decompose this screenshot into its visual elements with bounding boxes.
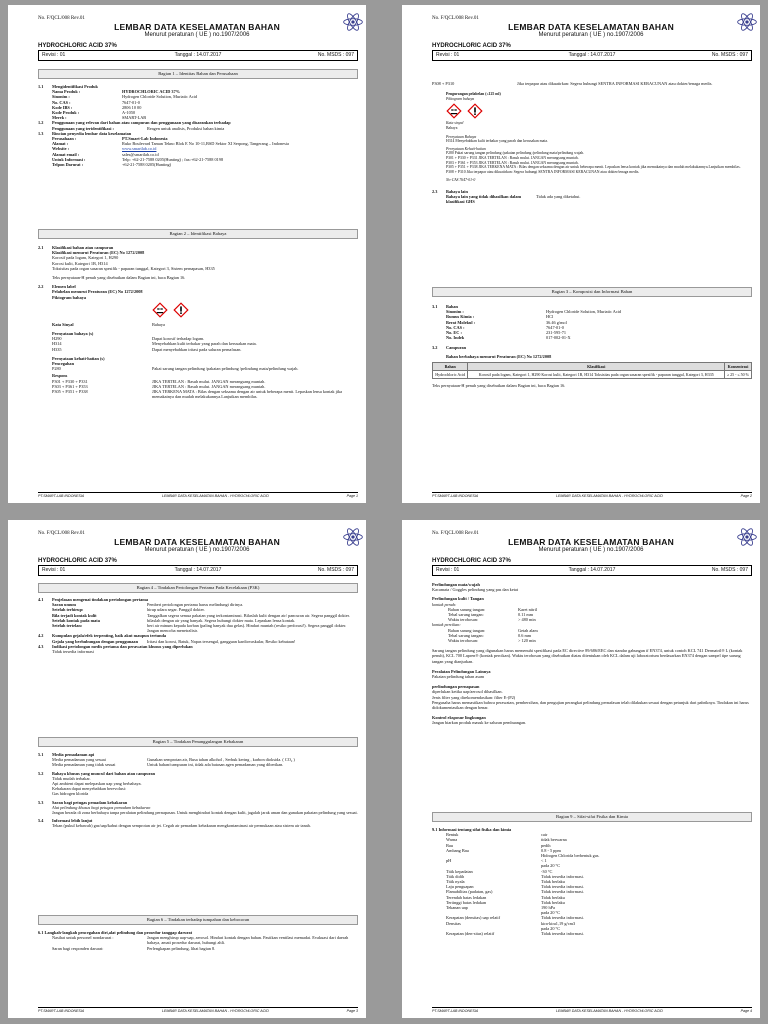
label: Bahaya lain yang tidak dihasilkan dalam klasifikasi GHS	[446, 194, 522, 205]
label: Saran bagi responden darurat:	[52, 945, 104, 951]
table-header: Bahan	[433, 362, 468, 370]
text: Pelabelan menurut Peraturan (EC) No 1272/2008	[52, 289, 143, 295]
sec-title: Elemen label	[52, 284, 76, 290]
value: Pemberi pertolongan pertama harus melindungi dirinya.	[147, 602, 244, 608]
value: Dapat menyebabkan iritasi pada saluran pernafasan.	[152, 346, 242, 352]
section-6-header: Bagian 6 – Tindakan terhadap tumpahan dan kebocoran	[38, 915, 358, 925]
doc-title: LEMBAR DATA KESELAMATAN BAHAN	[508, 22, 674, 32]
text: P303 + P361 + P353 JIKA TERTELAN : Basuh mulut. JANGAN merangsang muntah.	[446, 160, 579, 165]
sec-num: 5.4	[38, 818, 44, 824]
property-name: Laju penguapan	[446, 884, 474, 890]
sec-num: 5.2	[38, 770, 44, 776]
label: Kode Produk :	[52, 110, 80, 116]
section-3-header: Bagian 3 – Komposisi dan Informasi Bahan	[432, 287, 752, 297]
exclamation-pictogram-icon	[467, 103, 483, 119]
value: Jangan menghirup uap-uap, aerosol. Hindari kontak dengan bahan. Pastikan ventilasi memadai. Evakuasi dari daerah bahaya, amati prosedur darurat, hubungi ahli.	[147, 935, 349, 946]
code: P303 + P361 + P353	[52, 383, 88, 389]
label: Bila terjadi kontak kulit	[52, 612, 97, 618]
value: bilaslah dengan air yang banyak. Segera hubungi dokter mata. Lepaskan lensa kontak.	[147, 617, 296, 623]
value: 0.6 mm	[518, 632, 532, 638]
sec-num: 2.3	[432, 188, 438, 194]
property-name: Bau	[446, 842, 453, 848]
text: P308 + P310 Jika terpapar atau dikuatirkan: Segera hubungi SENTRA INFORMASI KERACUNAN atau dokter/tenaga medis.	[446, 169, 640, 174]
sec-num: 5.1	[38, 752, 44, 757]
label: Bahan sarung tangan:	[448, 627, 486, 633]
label: Merek :	[52, 115, 67, 121]
label: Penggunaan yang teridentifikasi :	[52, 125, 114, 131]
text: Respons	[52, 373, 68, 379]
date: Tanggal : 14.07.2017	[174, 567, 222, 573]
property-name: Warna	[446, 837, 458, 843]
value: HYDROCHLORIC ACID 37%	[122, 89, 181, 95]
doc-subtitle: Menurut peraturan ( UE ) no.1907/2006	[144, 32, 250, 38]
section-2-header: Bagian 2 – Identifikasi Bahaya	[38, 229, 358, 239]
heading: Peralatan Pelindungan Lainnya	[432, 668, 491, 674]
page-footer	[38, 1007, 358, 1013]
property-name: Terendah batas ledakan	[446, 894, 487, 900]
page-footer	[432, 1007, 752, 1013]
footer-title: LEMBAR DATA KESELAMATAN BAHAN - HYDROCHLORIC ACID	[555, 1009, 663, 1013]
footer-company: PT.SMART-LAB INDONESIA	[432, 1009, 479, 1013]
section-9-header: Bagian 9 – Sifat-sifat Fisika dan Kimia	[432, 812, 752, 822]
value: 36.46 g/mol	[546, 319, 567, 325]
doc-number: No. F/QCL/008 Rev.01	[432, 16, 479, 21]
label: No. EC :	[446, 330, 462, 336]
exclamation-pictogram-icon	[173, 302, 189, 318]
text: Bahaya	[446, 125, 458, 130]
property-name: Titik kepadatan	[446, 868, 473, 874]
page-number: Page 4	[740, 1009, 752, 1013]
text: Piktogram bahaya	[446, 96, 475, 101]
sec-title: Mengidentifikasi Produk	[52, 84, 98, 89]
label: Rumus Kimia :	[446, 314, 475, 320]
label: Saran umum	[52, 602, 76, 608]
page-footer	[432, 492, 752, 498]
msds-number: No. MSDS : 097	[317, 52, 354, 58]
sec-num: 4.3	[38, 643, 44, 649]
code: P301 + P330 + P331	[52, 378, 88, 384]
text: kontak percikan:	[432, 622, 461, 628]
text: Sarung tangan pelindung yang digunakan harus memenuhi spesifikasi pada EC directive 89/686/EEC dan standar gabungan if EN374, untuk contoh KCL 741 Dermatril® L (kontak penuh), KCL 700 Lapren® (kontak percikan). Waktu terobosan yang disebutkan diatas ditentukan oleh KCL dalam uji laboratorium berdasarkan EN374 dengan sampel tipe sarung tangan yang dianjurkan.	[432, 648, 743, 664]
msds-number: No. MSDS : 097	[711, 52, 748, 58]
text: Pernyataan Bahaya	[446, 134, 477, 139]
page-2	[402, 5, 760, 503]
sec-num: 2.2	[38, 284, 44, 290]
text: Teks pernyataan-H penuh yang disebutkan dalam Bagian ini, baca Bagian 16.	[432, 383, 566, 389]
value: Menyebabkan kulit terbakar yang parah dan kerusakan mata.	[152, 341, 257, 347]
text: Pencegahan	[52, 361, 74, 367]
label: Telpon Darurat :	[52, 162, 84, 168]
text: Api ambient dapat melepaskan uap yang berbahaya.	[52, 781, 142, 787]
footer-title: LEMBAR DATA KESELAMATAN BAHAN - HYDROCHLORIC ACID	[555, 494, 663, 498]
value: 7647-01-0	[546, 324, 564, 330]
table-cell: ≥ 25 - ≤ 50 %	[724, 371, 751, 379]
value: Bahaya	[152, 321, 165, 327]
property-value: Tidak berlaku	[541, 879, 565, 885]
label: Berat Molekul :	[446, 319, 476, 325]
property-value: Hidrogen Chlorida berbentuk gas.	[541, 853, 600, 859]
text: Piktogram bahaya	[52, 294, 87, 300]
value: +62-21-7588 0205(Hunting)	[122, 162, 172, 168]
text: Alat pelindung khusus bagi petugas pemadam kebakaran	[52, 804, 151, 810]
value: Perlengkapan pelindung, lihat bagian 8.	[147, 945, 216, 951]
revision-bar	[38, 50, 358, 61]
table-header: Klasifikasi	[468, 362, 725, 370]
property-name: Flamabilitas (padatan, gas)	[446, 889, 493, 895]
label: Media pemadaman yang tidak sesuai	[52, 762, 116, 768]
sec-num: 1.2	[38, 120, 44, 126]
property-value: tidak berwarna	[541, 837, 567, 843]
code: P305 + P351 + P338	[52, 389, 88, 395]
label: Website :	[52, 146, 70, 152]
heading: Perlindungan mata/wajah	[432, 582, 480, 587]
value: JIKA TERTELAN : Basuh mulut. JANGAN merangsang muntah.	[152, 383, 266, 389]
sec-title: Informasi lebih lanjut	[52, 818, 93, 824]
section-4-header: Bagian 4 – Tindakan Pertolongan Pertama Pada Kecelakaan (P3K)	[38, 583, 358, 593]
sec-title: Bahan	[446, 304, 458, 309]
label: Waktu terobosan:	[448, 638, 479, 644]
value: Telp: +62-21-7588 0205(Hunting) ; fax:+62-21-7588 0198	[122, 156, 224, 162]
date: Tanggal : 14.07.2017	[174, 52, 222, 58]
label: No. CAS :	[446, 324, 465, 330]
doc-number: No. F/QCL/008 Rev.01	[38, 16, 85, 21]
email-link[interactable]: sales@smartlab.co.id	[122, 151, 159, 157]
sec-num: 3.1	[432, 304, 438, 309]
section-3-body	[432, 304, 752, 388]
label: Gejala yang berhubungan dengan penggunaan	[52, 638, 138, 644]
sec-num: 1.3	[38, 130, 44, 136]
label: Sinonim :	[52, 94, 70, 100]
value: A-1050	[122, 110, 136, 116]
property-name: Titik nyala	[446, 879, 465, 885]
code: P280	[52, 366, 61, 372]
value: beri air minum kepada korban (paling banyak dua gelas). Hindari muntah (resiko perforasi!). Segera panggil dokter. Jangan mencoba menetralisir.	[147, 623, 347, 634]
page-4	[402, 520, 760, 1018]
label: No. Indek	[446, 335, 465, 341]
revision-bar	[432, 565, 752, 576]
value: Untuk bahan/campuran ini, tidak ada batasan agen pemadaman yang diberikan.	[147, 762, 284, 768]
page-3	[8, 520, 366, 1018]
sec-num: 4.1	[38, 597, 44, 602]
value: Pakai sarung tangan pelindung /pakaian pelindung /pelindung mata/pelindung wajah.	[152, 366, 299, 372]
text: Pernyataan bahaya (s)	[52, 331, 94, 337]
label: Kata Sinyal	[52, 321, 74, 327]
sec-num: 2.1	[38, 245, 44, 250]
sec-num: 6.1	[38, 930, 44, 935]
value: hirup udara segar. Panggil dokter.	[147, 607, 205, 613]
sec-title: Kumpulan gejala/efek terpenting, baik akut maupun tertunda	[52, 633, 167, 639]
label: Nama Produk :	[52, 89, 81, 95]
label: Nasihat untuk personel nondarurat :	[52, 935, 114, 941]
sec-title: Campuran	[446, 345, 467, 351]
msds-number: No. MSDS : 097	[711, 567, 748, 573]
property-value: 190 hPa	[541, 905, 555, 911]
value: 017-002-01-X	[546, 335, 571, 341]
property-name: Bentuk	[446, 832, 459, 838]
section-1-header: Bagian 1 – Identitas Bahan dan Perusahaan	[38, 69, 358, 79]
section-5-header: Bagian 5 – Tindakan Penanggulangan Kebakaran	[38, 737, 358, 747]
sec-title: Indikasi pertolongan medis pertama dan perawatan khusus yang diperlukan	[52, 643, 193, 649]
code: H335	[52, 346, 62, 352]
value: 7647-01-0	[122, 99, 140, 105]
label: Waktu terobosan:	[448, 617, 479, 623]
label: Alamat email :	[52, 151, 80, 157]
doc-title: LEMBAR DATA KESELAMATAN BAHAN	[114, 22, 280, 32]
text: diperlukan ketika uap/aerosol dihasilkan.	[432, 689, 503, 695]
property-name: Tekanan uap	[446, 905, 468, 911]
sec-title: Rincian penyedia lembar data keselamatan	[52, 130, 132, 136]
value: 0.11 mm	[518, 612, 534, 618]
text: Kebakaran dapat menyebabkan berevolusi:	[52, 786, 127, 792]
text: Jenis filter yang direkomendasikan: filter E-(P2)	[432, 694, 516, 700]
sec-title: Saran bagi petugas pemadam kebakaran	[52, 799, 128, 805]
text: Pengurangan pelabelan (≤125 ml)	[446, 92, 501, 97]
value: Getah alam	[518, 627, 538, 633]
value: Ruko Boulevard Taman Tekno Blok E No 10-11,BSD Sektor XI Serpong, Tangerang – Indonesia	[122, 141, 289, 147]
doc-subtitle: Menurut peraturan ( UE ) no.1907/2006	[538, 32, 644, 38]
property-value: -30 °C	[541, 868, 553, 874]
revision-bar	[38, 565, 358, 576]
property-value: Tidak berlaku	[541, 899, 565, 905]
text: Tekan (pukul kebawah) gas/uap/kabut dengan semprotan air jet. Cegah air pemadam kebakaran mengkontaminasi air permukaan atau sistem air tanah.	[52, 823, 311, 829]
value: > 480 min	[518, 617, 536, 623]
doc-subtitle: Menurut peraturan ( UE ) no.1907/2006	[538, 547, 644, 553]
doc-number: No. F/QCL/008 Rev.01	[38, 531, 85, 536]
property-value: kira-kira1,19 g/cm3	[541, 920, 576, 926]
property-value: pada 20 °C	[541, 863, 561, 869]
text: Pakaian pelindung tahan asam	[432, 674, 485, 680]
property-value: Tidak tersedia informasi.	[541, 915, 584, 921]
label: Bahan sarung tangan:	[448, 606, 486, 612]
composition-table	[432, 362, 752, 379]
section-8-continued	[432, 582, 752, 726]
property-name: pH	[446, 858, 452, 864]
product-name: HYDROCHLORIC ACID 37%	[432, 43, 511, 49]
text: Jangan berada di zona berbahaya tanpa peralatan pelindung pernapasan. Untuk menghindari kontak dengan kulit, jagalah jarak aman dan gunakan pakaian pelindung yang sesuai.	[52, 810, 358, 816]
table-header: Konsentrasi	[724, 362, 751, 370]
property-value: Tidak tersedia informasi.	[541, 931, 584, 937]
section-1-body	[38, 84, 358, 167]
text: H314 Menyebabkan kulit terbakar yang parah dan kerusakan mata.	[446, 139, 548, 144]
section-5-body	[38, 752, 358, 829]
sec-num: 4.2	[38, 633, 44, 639]
corrosive-pictogram-icon	[152, 302, 168, 318]
footer-title: LEMBAR DATA KESELAMATAN BAHAN - HYDROCHLORIC ACID	[161, 1009, 269, 1013]
value: SMART-LAB	[122, 115, 147, 121]
revision: Revisi : 01	[436, 52, 460, 58]
corrosive-pictogram-icon	[446, 103, 462, 119]
text: Gas hidrogen klorida	[52, 791, 89, 797]
value: Tidak ada yang diketahui.	[536, 194, 581, 200]
table-row	[433, 371, 752, 379]
value: Reagen untuk analisis, Produksi bahan kimia	[147, 125, 225, 131]
text: Korosi kulit, Kategori 1B, H314	[52, 260, 108, 266]
label: Perusahaan :	[52, 136, 77, 142]
footer-company: PT.SMART-LAB INDONESIA	[38, 494, 85, 498]
property-name: Densitas	[446, 920, 461, 926]
label: Setelah terhirup:	[52, 607, 84, 613]
value: HCl	[546, 314, 554, 320]
section-4-body	[38, 597, 358, 654]
text: Korosif pada logam, Kategori 1, H290	[52, 255, 119, 261]
text: Jangan biarkan produk masuk ke saluran pembuangan.	[432, 720, 527, 726]
msds-number: No. MSDS : 097	[317, 567, 354, 573]
code: H290	[52, 336, 62, 342]
property-value: pedih	[541, 842, 551, 848]
sec-title-text: Langkah-langkah pencegahan diri,alat pelindung dan prosedur tanggap darurat	[44, 930, 193, 935]
value: Iritasi dan korosi, Batuk, Napas tersengal, gangguan kardiovaskular, Resiko kebutaan!	[147, 638, 296, 644]
text: Pernyataan Kehati-hatian	[446, 146, 486, 151]
text: Tidak tersedia informasi	[52, 649, 94, 655]
sec-num: 5.3	[38, 799, 44, 805]
value: Karet nitril	[518, 606, 537, 612]
heading: Perlindungan kulit / Tangan	[432, 596, 484, 602]
value: > 120 min	[518, 638, 536, 644]
property-value: Tidak tersedia informasi.	[541, 889, 584, 895]
text: Klasifikasi menurut Peraturan (EC) No 1272/2008	[52, 250, 145, 256]
label: Media pemadaman yang sesuai	[52, 757, 106, 763]
label: No. CAS :	[52, 99, 71, 105]
sec-num: 1.1	[38, 84, 44, 89]
property-name: Kerapatan (den-sitas) relatif	[446, 931, 495, 937]
property-name: Titik didih	[446, 873, 465, 879]
page-1	[8, 5, 366, 503]
text: No-CAS 7647-01-0	[446, 178, 476, 183]
label: Setelah tertelan:	[52, 623, 83, 629]
value: JIKA TERTELAN : Basuh mulut. JANGAN merangsang muntah.	[152, 378, 266, 384]
sec-title: 9.1 Informasi tentang sifat fisika dan kimia	[432, 827, 512, 832]
doc-title: LEMBAR DATA KESELAMATAN BAHAN	[114, 537, 280, 547]
text: Kacamata / Goggles pelindung yang pas dan ketat	[432, 587, 519, 593]
footer-title: LEMBAR DATA KESELAMATAN BAHAN - HYDROCHLORIC ACID	[161, 494, 269, 498]
property-value: pada 20 °C	[541, 910, 561, 916]
doc-subtitle: Menurut peraturan ( UE ) no.1907/2006	[144, 547, 250, 553]
label: Sinonim :	[446, 309, 464, 315]
section-6-body	[38, 930, 358, 951]
doc-number: No. F/QCL/008 Rev.01	[432, 531, 479, 536]
page-number: Page 1	[346, 494, 358, 498]
page-number: Page 2	[740, 494, 752, 498]
value: Hydrogen Chloride Solution, Muriatic Acid	[122, 94, 198, 100]
footer-company: PT.SMART-LAB INDONESIA	[432, 494, 479, 498]
sec-title: Bahaya lain	[446, 188, 468, 194]
value: Jika terpapar atau dikuatirkan: Segera hubungi SENTRA INFORMASI KERACUNAN atau dokter/tenaga medis.	[517, 81, 713, 86]
value: 231-595-71	[546, 330, 567, 336]
sec-title: Penjelasan mengenai tindakan pertolongan pertama	[52, 597, 148, 602]
text: Bahan berbahaya menurut Peraturan (EC) No 1272/2008	[446, 353, 552, 359]
text: Teks pernyataan-H penuh yang disebutkan dalam Bagian ini, baca Bagian 16.	[52, 275, 186, 281]
property-value: Tidak tersedia informasi.	[541, 873, 584, 879]
text: Tidak mudah terbakar.	[52, 775, 91, 781]
doc-title: LEMBAR DATA KESELAMATAN BAHAN	[508, 537, 674, 547]
value: Gunakan semprotan air, Busa tahan alkohol , Serbuk kering , karbon dioksida. ( CO₂ )	[147, 757, 295, 763]
sec-title: Bahaya khusus yang muncul dari bahan atau campuran	[52, 770, 156, 776]
table-cell: Korosif pada logam, Kategori 1, H290 Korosi kulit, Kategori 1B, H314 Toksisitas pada organ sasaran spesifik - paparan tunggal, Kategori 3, H335	[468, 371, 725, 379]
text: Kata sinyal	[446, 121, 464, 126]
label: Setelah kontak pada mata	[52, 617, 100, 623]
sec-num: 3.2	[432, 345, 438, 351]
value: 2806 10 00	[122, 104, 142, 110]
sec-title: Klasifikasi bahan atau campuran	[52, 245, 114, 250]
label: Tebal sarung tangan:	[448, 612, 484, 618]
property-value: Tidak berlaku	[541, 894, 565, 900]
heading: Kontrol eksposur lingkungan	[432, 715, 486, 721]
property-value: Tidak tersedia informasi.	[541, 884, 584, 890]
label: Untuk Informasi :	[52, 156, 86, 162]
value: PT.Smart-Lab Indonesia	[122, 136, 168, 142]
property-value: pada 20 °C	[541, 925, 561, 931]
date: Tanggal : 14.07.2017	[568, 567, 616, 573]
revision: Revisi : 01	[42, 52, 66, 58]
code: P308 + P310	[432, 81, 455, 86]
heading: perlindungan pernapasan	[432, 684, 480, 690]
value: Hydrogen Chloride Solution, Muriatic Acid	[546, 309, 622, 315]
sec-title: Media pemadaman api	[52, 752, 95, 757]
revision-bar	[432, 50, 752, 61]
text: Pernyataan kehati-hatian (s)	[52, 355, 105, 361]
value: Tanggalkan segera semua pakaian yang terkontaminasi. Bilaslah kulit dengan air/ pancuran air. Segera panggil dokter.	[147, 612, 350, 618]
value: JIKA TERKENA MATA : Bilas dengan seksama dengan air untuk beberapa menit. Lepaskan lensa kontak jika memakainya dan mudah melakukannya.Lanjutkan membilas.	[152, 389, 343, 400]
section-9-body	[432, 827, 752, 936]
revision: Revisi : 01	[436, 567, 460, 573]
page-number: Page 3	[346, 1009, 358, 1013]
table-cell: Hydrochloric Acid	[433, 371, 468, 379]
website-link[interactable]: www.smartlab.co.id	[122, 146, 157, 152]
revision: Revisi : 01	[42, 567, 66, 573]
text: P280 Pakai sarung tangan pelindung /pakaian pelindung /pelindung mata/pelindung wajah.	[446, 151, 585, 156]
text: P305 + P351 + P338 JIKA TERKENA MATA : Bilas dengan seksama dengan air untuk beberapa menit. Lepaskan lensa kontak jika memakainya dan mudah melakukannya.Lanjutkan membilas.	[446, 165, 741, 170]
date: Tanggal : 14.07.2017	[568, 52, 616, 58]
property-row	[446, 931, 752, 936]
product-name: HYDROCHLORIC ACID 37%	[38, 558, 117, 564]
text: Toksisitas pada organ sasaran spesifik - paparan tunggal, Kategori 3, Sistem pernapasan, H335	[52, 265, 215, 271]
label: Tebal sarung tangan:	[448, 632, 484, 638]
text: Pengusaha harus memastikan bahwa perawatan, pembersihan, dan pengujian perangkat pelindung pernafasan telah dilakukan sesuai dengan petunjuk dari pabriknya. Tindakan ini harus didokumentasikan dengan benar.	[432, 699, 749, 711]
page-footer	[38, 492, 358, 498]
property-name: Ambang Bau	[446, 847, 469, 853]
property-value: < 1	[541, 858, 547, 864]
property-name: Kerapatan (densitas) uap relatif	[446, 915, 501, 921]
product-name: HYDROCHLORIC ACID 37%	[432, 558, 511, 564]
sec-title: Penggunaan yang relevan dari bahan atau campuran dan penggunaan yang disarankan terhadap	[52, 120, 231, 126]
footer-company: PT.SMART-LAB INDONESIA	[38, 1009, 85, 1013]
label: Alamat :	[52, 141, 69, 147]
section-2-continued	[432, 81, 752, 205]
section-2-body	[38, 245, 358, 399]
text: kontak penuh:	[432, 601, 457, 607]
property-name: Tertinggi batas ledakan	[446, 899, 487, 905]
property-value: 0.8 - 5 ppm	[541, 847, 561, 853]
property-value: cair	[541, 832, 548, 838]
product-name: HYDROCHLORIC ACID 37%	[38, 43, 117, 49]
property-list	[432, 832, 752, 936]
text: P301 + P330 + P331 JIKA TERTELAN : Basuh mulut. JANGAN merangsang muntah.	[446, 155, 579, 160]
code: H314	[52, 341, 62, 347]
label: Kode IBS :	[52, 104, 73, 110]
value: Dapat korosif terhadap logam.	[152, 336, 205, 342]
